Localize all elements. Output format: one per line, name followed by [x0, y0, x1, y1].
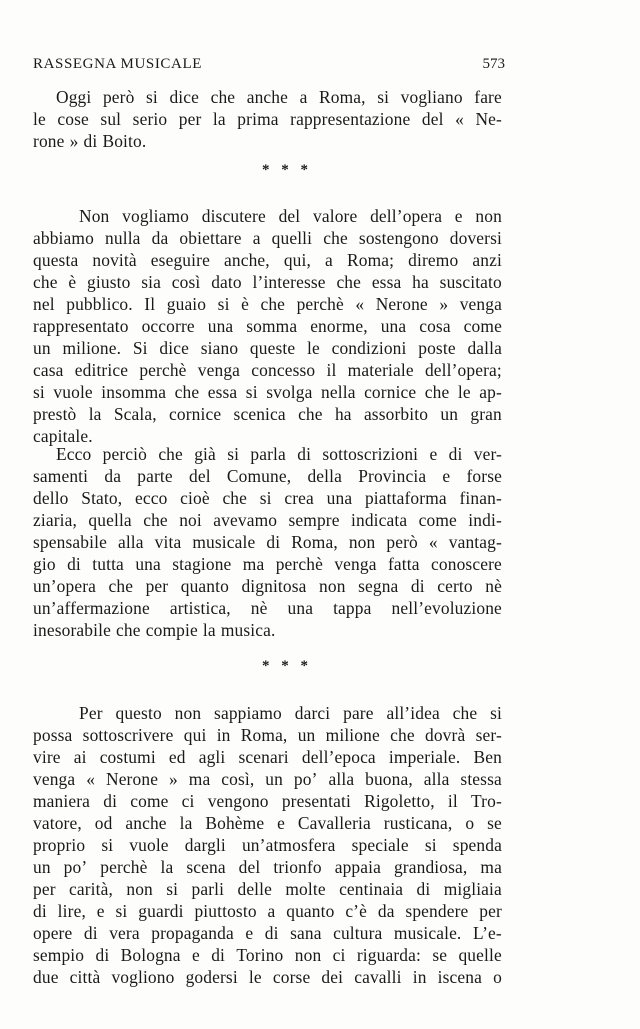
text-line: rappresentato occorre una somma enorme, una cosa come	[33, 316, 502, 336]
text-line: venga « Nerone » ma così, un po’ alla buona, alla stessa	[33, 769, 502, 789]
text-line: vatore, od anche la Bohème e Cavalleria rusticana, o se	[33, 813, 502, 833]
running-title: RASSEGNA MUSICALE	[33, 56, 202, 72]
text-line: possa sottoscrivere qui in Roma, un milione che dovrà ser-	[33, 725, 502, 745]
text-line: samenti da parte del Comune, della Provincia e forse	[33, 466, 502, 486]
text-line: di lire, e si guardi piuttosto a quanto c’è da spendere per	[33, 901, 502, 921]
text-line: spensabile alla vita musicale di Roma, non però « vantag-	[33, 532, 502, 552]
text-line: due città vogliono godersi le corse dei cavalli in iscena o	[33, 967, 502, 987]
text-line: dello Stato, ecco cioè che si crea una piattaforma finan-	[33, 488, 502, 508]
text-line: opere di vera propaganda e di sana cultura musicale. L’e-	[33, 923, 502, 943]
text-line: ziaria, quella che noi avevamo sempre indicata come indi-	[33, 510, 502, 530]
text-line: gio di tutta una stagione ma perchè venga fatta conoscere	[33, 554, 502, 574]
section-separator: * * *	[262, 658, 312, 674]
text-line: questa novità eseguire anche, qui, a Roma; diremo anzi	[33, 250, 502, 270]
text-line: per carità, non si parli delle molte centinaia di migliaia	[33, 879, 502, 899]
text-line: un’opera che per quanto dignitosa non segna di certo nè	[33, 576, 502, 596]
running-header	[33, 56, 505, 80]
text-line: Ecco perciò che già si parla di sottoscrizioni e di ver-	[56, 444, 502, 464]
text-line: Per questo non sappiamo darci pare all’idea che si	[79, 703, 502, 723]
page-number: 573	[482, 56, 505, 72]
text-line: si vuole insomma che essa si svolga nella cornice che le ap-	[33, 382, 502, 402]
text-line: maniera di come ci vengono presentati Rigoletto, il Tro-	[33, 791, 502, 811]
text-line: proprio si vuole dargli un’atmosfera speciale si spenda	[33, 835, 502, 855]
text-line: le cose sul serio per la prima rappresentazione del « Ne-	[33, 109, 502, 129]
text-line: abbiamo nulla da obiettare a quelli che sostengono doversi	[33, 228, 502, 248]
section-separator: * * *	[262, 162, 312, 178]
text-line: un’affermazione artistica, nè una tappa nell’evoluzione	[33, 598, 502, 618]
text-line: che è giusto sia così dato l’interesse che essa ha suscitato	[33, 272, 502, 292]
text-line: rone » di Boito.	[33, 131, 147, 151]
text-line: Non vogliamo discutere del valore dell’opera e non	[79, 206, 502, 226]
text-line: un po’ perchè la scena del trionfo appaia grandiosa, ma	[33, 857, 502, 877]
text-line: un milione. Si dice siano queste le condizioni poste dalla	[33, 338, 502, 358]
text-line: vire ai costumi ed agli scenari dell’epoca imperiale. Ben	[33, 747, 502, 767]
text-line: capitale.	[33, 426, 93, 446]
text-line: casa editrice perchè venga concesso il materiale dell’opera;	[33, 360, 502, 380]
text-line: sempio di Bologna e di Torino non ci riguarda: se quelle	[33, 945, 502, 965]
text-line: prestò la Scala, cornice scenica che ha assorbito un gran	[33, 404, 502, 424]
text-line: Oggi però si dice che anche a Roma, si vogliano fare	[56, 87, 502, 107]
text-line: inesorabile che compie la musica.	[33, 620, 276, 640]
text-line: nel pubblico. Il guaio si è che perchè « Nerone » venga	[33, 294, 502, 314]
